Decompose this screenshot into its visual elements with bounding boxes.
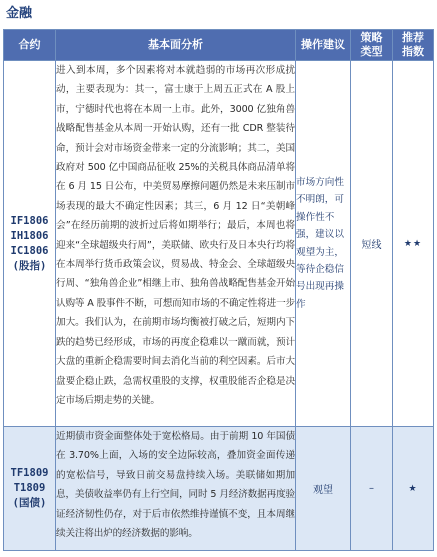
header-index-line2: 指数 bbox=[402, 45, 424, 58]
strategy-type: 短线 bbox=[351, 61, 393, 427]
header-recommend-index bbox=[393, 30, 434, 61]
contract-cell bbox=[4, 427, 56, 551]
recommend-stars: ★★ bbox=[393, 61, 434, 427]
analysis-text: 近期债市资金面整体处于宽松格局。由于前期 10 年国债在 3.70%上面，入场的安全边际较高，叠加资金面传递的宽松信号，导致日前交易盘持续入场。美联储如期加息，美债收益率仍有上行空间，同时 5 月经济数据再度验证经济韧性仍存，对于后市依然维持谨慎不变，且本周继续关注将出炉的经济数据的影响。 bbox=[56, 427, 296, 551]
contract-code: T1809 bbox=[13, 482, 46, 494]
header-analysis: 基本面分析 bbox=[56, 30, 296, 61]
contract-cell bbox=[4, 61, 56, 427]
header-index-line1: 推荐 bbox=[402, 31, 424, 44]
section-title: 金融 bbox=[6, 6, 33, 21]
recommend-stars: ★ bbox=[393, 427, 434, 551]
contract-category: (股指) bbox=[12, 259, 47, 272]
header-strategy-line2: 类型 bbox=[360, 45, 383, 58]
header-contract: 合约 bbox=[4, 30, 56, 61]
advice-text: 市场方向性不明朗，可操作性不强，建议以观望为主，等待企稳信号出现再操作 bbox=[296, 61, 351, 427]
strategy-type: – bbox=[351, 427, 393, 551]
contract-code: IH1806 bbox=[10, 229, 49, 242]
analysis-text: 进入到本周，多个因素将对本就趋弱的市场再次形成扰动，主要表现为：其一，富士康于上周五正式在 A 股上市，宁德时代也将在本周一上市。此外，3000 亿独角兽战略配售基金从本周一开始认购，还有一批 CDR 整装待命，预计会对市场资金带来一定的分流影响；其二，美国政府对 500 亿中国商品征收 25%的关税具体商品清单将在 6 月 15 日公布，中美贸易摩擦问题仍然是未来压制市场表现的最大不确定性因素；其三，6 月 12 日“美朝峰会”在经历前期的波折过后将如期举行；最后，本周也将迎来“全球超级央行周”，美联储、欧央行及日本央行均将在本周举行货币政策会议，贸易战、特金会、全球超级央行周、“独角兽企业”相继上市、独角兽战略配售基金开始认购等 A 股事件不断，可想而知市场的不确定性将进一步加大。我们认为，在前期市场均衡被打破之后，短期内下跌的趋势已经形成，市场的再度企稳难以一蹴而就，预计大盘的重新企稳需要时间去消化当前的利空因素。后市大盘要企稳止跌，急需权重股的支撑，权重股能否企稳是决定市场后期走势的关键。 bbox=[56, 61, 296, 427]
contract-code: IC1806 bbox=[10, 244, 49, 257]
table-header-row bbox=[4, 30, 434, 61]
contract-code: IF1806 bbox=[10, 214, 49, 227]
contract-category: (国债) bbox=[12, 497, 47, 509]
contract-code: TF1809 bbox=[10, 467, 49, 479]
futures-strategy-table bbox=[3, 29, 434, 551]
header-strategy-type bbox=[351, 30, 393, 61]
table-row-stock-index bbox=[4, 61, 434, 427]
header-strategy-line1: 策略 bbox=[360, 31, 383, 44]
advice-text: 观望 bbox=[296, 427, 351, 551]
table-row-treasury bbox=[4, 427, 434, 551]
header-advice: 操作建议 bbox=[296, 30, 351, 61]
